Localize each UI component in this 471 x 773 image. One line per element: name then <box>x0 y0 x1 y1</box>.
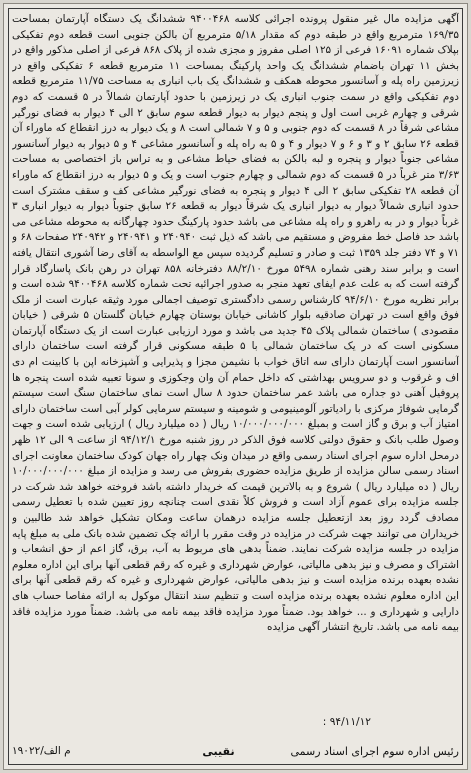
notice-footer <box>12 741 459 761</box>
reference-code: م الف/۱۹۰۲۲ <box>12 745 71 757</box>
newspaper-clipping <box>3 3 468 770</box>
auction-notice-text <box>12 12 459 722</box>
notice-paragraph: آگهی مزایده مال غیر منقول پرونده اجرائی کلاسه ۹۴۰۰۴۶۸ ششدانگ یک دستگاه آپارتمان بمساحت ۱۶۹/۳۵ مترمربع واقع در طبقه دوم که مقدار ۵/۱۸ مترمربع آن بالکن جنوبی است قطعه دوم تفکیکی بپلاک شماره ۱۶۰۹۱ فرعی از ۱۲۵ اصلی مفروز و مجزی شده از پلاک ۸۶۸ فرعی از اصلی مذکور واقع در بخش ۱۱ تهران باضمام ششدانگ یک واحد پارکینگ بمساحت ۱۱ مترمربع قطعه ۶ تفکیکی واقع در زیرزمین راه پله و آسانسور محوطه همکف و ششدانگ یک باب انباری به مساحت ۱۱/۷۵ مترمربع قطعه دوم تفکیکی واقع در سمت جنوب انباری یک در زیرزمین با حدود آپارتمان شمالاً در ۵ قسمت که دوم شرقی و چهارم غربی است اول و پنجم دیوار به دیوار قطعه سوم سابق ۲ الی ۴ دیوار به فضای نورگیر مشاعی شرقاً در ۸ قسمت که دوم جنوبی و ۵ و ۷ شمالی است ۸ و یک دیوار به درز انقطاع که ماوراء آن قطعه ۲۶ سابق ۲ و ۳ و ۶ و ۷ دیوار و ۴ و ۵ به راه پله و آسانسور مشاعی ۴ و ۵ دیوار به دیوار آسانسور مشاعی جنوباً دیوار و پنجره و لبه بالکن به فضای حیاط مشاعی و به تراس باز اختصاصی به مساحت ۳/۶۳ متر غرباً در ۵ قسمت که دوم شمالی و چهارم جنوب است و یک و ۵ دیوار به درز انقطاع که ماوراء آن قطعه ۲۸ تفکیکی سابق ۲ الی ۴ دیوار و پنجره به فضای نورگیر مشاعی کف و سقف مشترک است حدود انباری شمالاً دیوار به دیوار انباری یک شرقاً دیوار به قطعه ۲۶ سابق جنوباً دیوار به دیوار انباری ۳ غرباً دیوار و در به راهرو و راه پله مشاعی می باشد حدود پارکینگ حدود چهارگانه به محوطه مشاعی می باشد حد فاصل خط مفروض و مستقیم می باشد که ذیل ثبت ۲۴۰۹۴۰ و ۲۴۰۹۴۱ و ۲۴۰۹۴۲ صفحات ۶۸ و ۷۱ و ۷۴ دفتر جلد ۱۳۵۹ ثبت و صادر و تسلیم گردیده سپس مع الواسطه به آقای رضا آشوری انتقال یافته است و برابر سند رهنی شماره ۵۴۹۸ مورخ ۸۸/۲/۱۰ دفترخانه ۸۵۸ تهران در رهن بانک پاسارگاد قرار گرفته است که به علت عدم ایفای تعهد منجر به صدور اجرائیه تحت شماره کلاسه ۹۴۰۰۴۶۸ شده است و برابر نظریه مورخ ۹۴/۶/۱۰ کارشناس رسمی دادگستری توصیف اجمالی مورد وثیقه عبارت است از ملک فوق واقع است در تهران صادقیه بلوار کاشانی خیابان بوستان چهارم خیابان گلستان ۵ شرقی ( خیابان مقصودی ) ساختمان شمالی پلاک ۴۵ جدید می باشد و مورد ارزیابی عبارت است از یک دستگاه آپارتمان مسکونی است که در یک ساختمان شمالی با ۵ طبقه مسکونی قرار گرفته است ساختمان دارای آسانسور است آپارتمان دارای سه اتاق خواب با نشیمن مجزا و پذیرایی و آشپزخانه اپن با کابینت ام دی اف و غرقوب و دو سرویس بهداشتی که داخل حمام آن وان وجکوزی و سونا تعبیه شده است پنجره ها پروفیل آهنی دو جداره می باشد عمر ساختمان حدود ۸ سال است نمای ساختمان سنگ است سیستم گرمایی شوفاژ مرکزی با رادیاتور آلومینیومی و شومینه و سیستم سرمایی کولر آبی است ساختمان دارای امتیاز آب و برق و گاز است و بمبلغ ۱۰/۰۰۰/۰۰۰/۰۰۰ ریال ( ده میلیارد ریال ) ارزیابی شده است و جهت وصول طلب بانک و حقوق دولتی کلاسه فوق الذکر در روز شنبه مورخ ۹۴/۱۲/۱ از ساعت ۹ الی ۱۲ ظهر درمحل اداره سوم اجرای اسناد رسمی واقع در میدان ونک چهار راه جهان کودک ساختمان معاونت اجرای اسناد رسمی سالن مزایده از طریق مزایده حضوری بفروش می رسد و مزایده از مبلغ ۱۰/۰۰۰/۰۰۰/۰۰۰ ریال ( ده میلیارد ریال ) شروع و به بالاترین قیمت که خریدار داشته باشد فروخته خواهد شد شرکت در جلسه مزایده برای عموم آزاد است و فروش کلاً نقدی است چنانچه روز تعیین شده با تعطیل رسمی مصادف گردد روز بعد ازتعطیل جلسه مزایده درهمان ساعت ومکان تشکیل خواهد شد طالبین و خریداران می توانند جهت شرکت در مزایده در وقت مقرر با ارائه چک تضمین شده بانک ملی به مبلغ پایه مزایده در جلسه مزایده شرکت نمایند. ضمناً بدهی های مربوط به آب، برق، گاز اعم از حق انشعاب و اشتراک و مصرف و نیز بدهی مالیاتی، عوارض شهرداری و غیره که رقم قطعی آنها برای این اداره معلوم نشده بعهده برنده مزایده است و نیز بدهی مالیاتی، عوارض شهرداری و غیره که رقم قطعی آنها برای این اداره معلوم نشده بعهده برنده مزایده است و تنظیم سند انتقال موکول به ارائه مفاصا حساب های دارایی و شهرداری و ... خواهد بود. ضمناً مورد مزایده فاقد بیمه نامه می باشد. ضمناً مورد مزایده فاقد بیمه نامه می باشد. تاریخ انتشار آگهی مزایده <box>12 13 459 634</box>
signer-name: نقیبی <box>202 744 235 758</box>
publish-date: ۹۴/۱۱/۱۲ : <box>322 716 371 728</box>
signature-title: رئیس اداره سوم اجرای اسناد رسمی <box>290 744 459 758</box>
